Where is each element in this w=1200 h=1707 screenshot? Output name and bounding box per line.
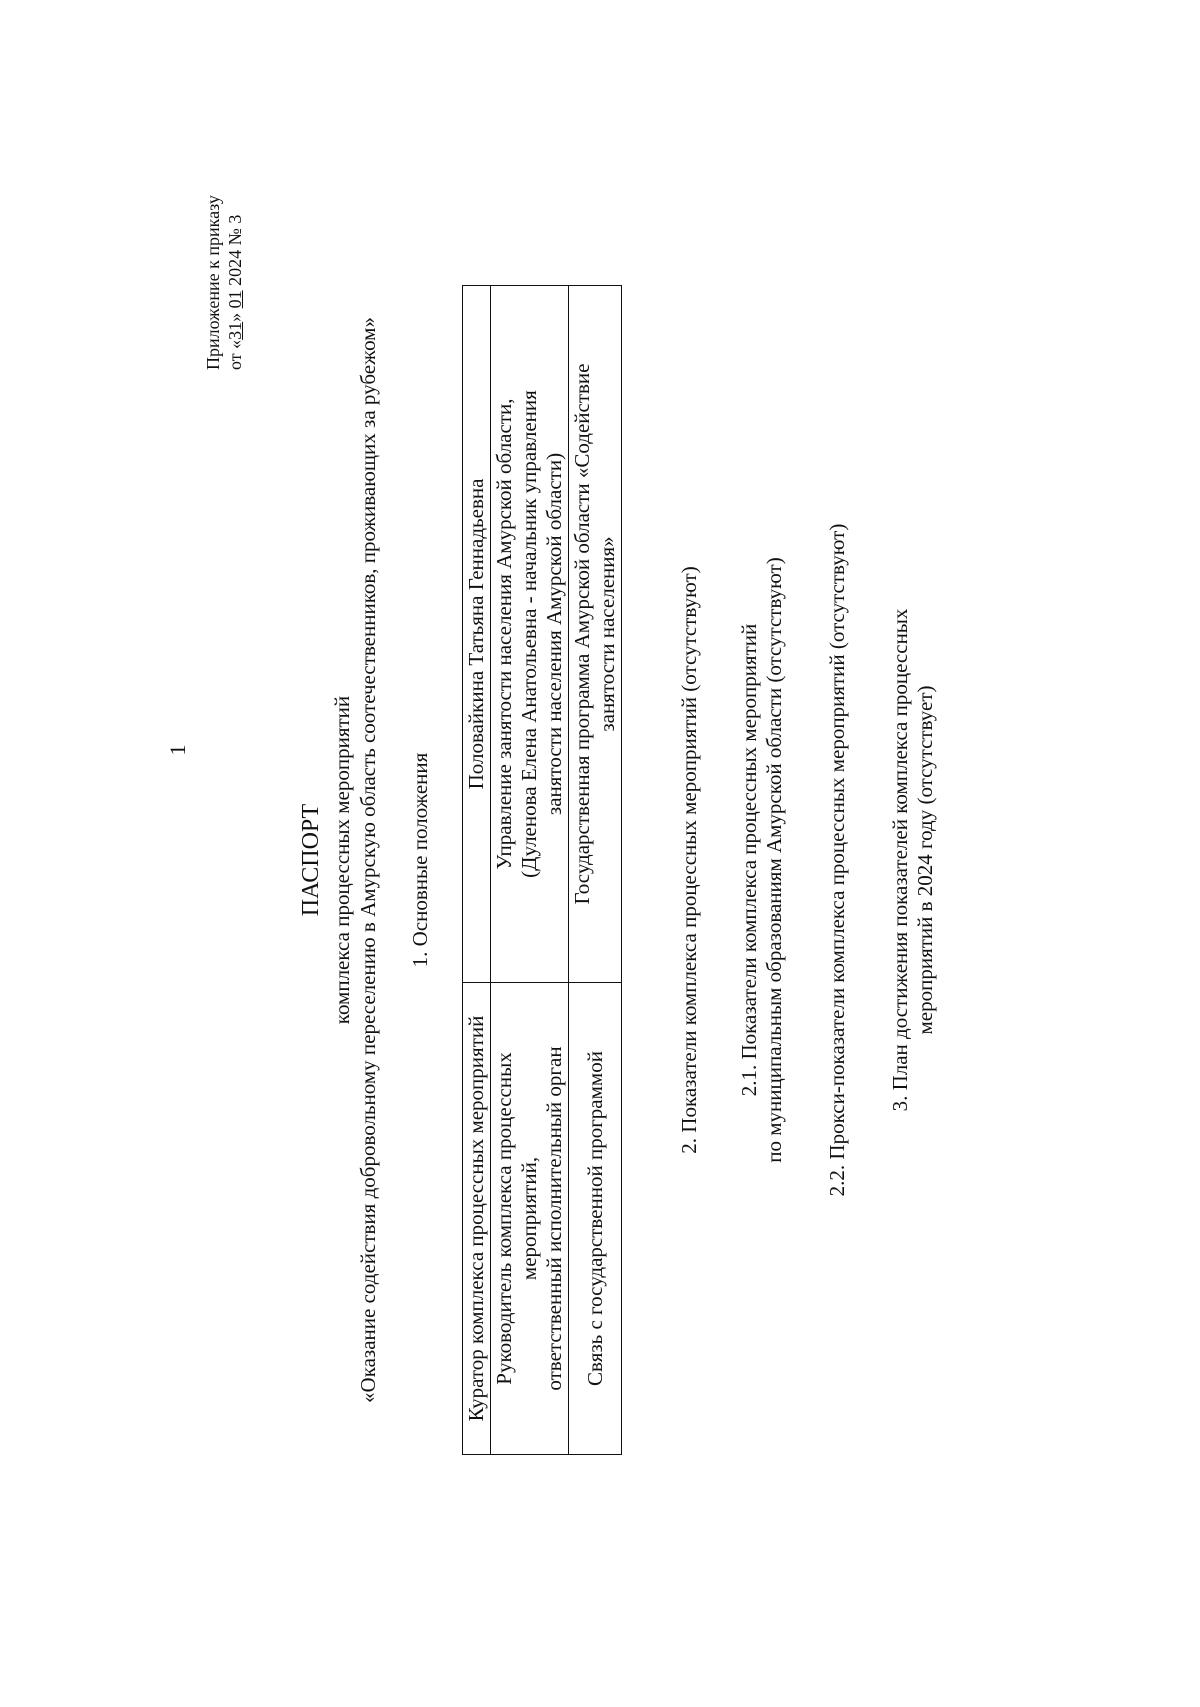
section-3-line: 3. План достижения показателей комплекса процессных (888, 608, 912, 1112)
table-row (491, 286, 569, 1455)
section-2-1-line: 2.1. Показатели комплекса процессных мероприятий (737, 623, 761, 1097)
table-row (463, 286, 491, 1455)
table-cell-label (463, 983, 491, 1455)
appendix-day: 31 (225, 321, 245, 340)
curator-label: Куратор комплекса процессных мероприятий (464, 1015, 488, 1422)
appendix-line-1: Приложение к приказу (203, 195, 223, 370)
page-number: 1 (165, 744, 190, 756)
head-value-line: Управление занятости населения Амурской области, (492, 398, 516, 870)
curator-value: Половайкина Татьяна Геннадьевна (464, 478, 488, 790)
head-value-line: (Дуленова Елена Анатольевна - начальник управления (517, 390, 541, 878)
basic-provisions-table (462, 285, 622, 1455)
rotated-content (150, 160, 937, 1560)
section-2-1-line: по муниципальным образованиям Амурской области (отсутствуют) (762, 557, 786, 1163)
appendix-mid: » (225, 308, 245, 322)
table-cell-value (491, 286, 569, 983)
table-row (569, 286, 622, 1455)
table-cell-value (569, 286, 622, 983)
appendix-prefix: от « (225, 339, 245, 370)
section-1-heading: 1. Основные положения (408, 752, 432, 968)
document-full-name: «Оказание содействия добровольному переселению в Амурскую область соотечественников, проживающих за рубежом» (356, 317, 380, 1403)
program-link-value-line: занятости населения» (595, 536, 619, 732)
program-link-value-line: Государственная программа Амурской области «Содействие (570, 363, 594, 905)
document-title: ПАСПОРТ (298, 803, 324, 917)
section-2-2-heading: 2.2. Прокси-показатели комплекса процессных мероприятий (отсутствуют) (825, 523, 849, 1197)
section-3-heading (888, 160, 938, 1560)
appendix-line-2 (224, 170, 246, 370)
appendix-month: 01 (225, 290, 245, 309)
head-label-line: Руководитель комплекса процессных мероприятий, (492, 1052, 541, 1385)
appendix-rest: 2024 № 3 (225, 214, 245, 291)
table-cell-label (569, 983, 622, 1455)
section-2-heading: 2. Показатели комплекса процессных мероприятий (отсутствуют) (677, 566, 701, 1154)
document-subtitle: комплекса процессных мероприятий (330, 695, 354, 1025)
head-value-line: занятости населения Амурской области) (542, 452, 566, 816)
section-2-1-heading (737, 160, 787, 1560)
section-3-line: мероприятий в 2024 году (отсутствует) (913, 685, 937, 1035)
head-label-line: ответственный исполнительный орган (542, 1046, 566, 1391)
table-cell-label (491, 983, 569, 1455)
appendix-note (202, 170, 246, 370)
table-cell-value (463, 286, 491, 983)
program-link-label: Связь с государственной программой (582, 1051, 607, 1386)
